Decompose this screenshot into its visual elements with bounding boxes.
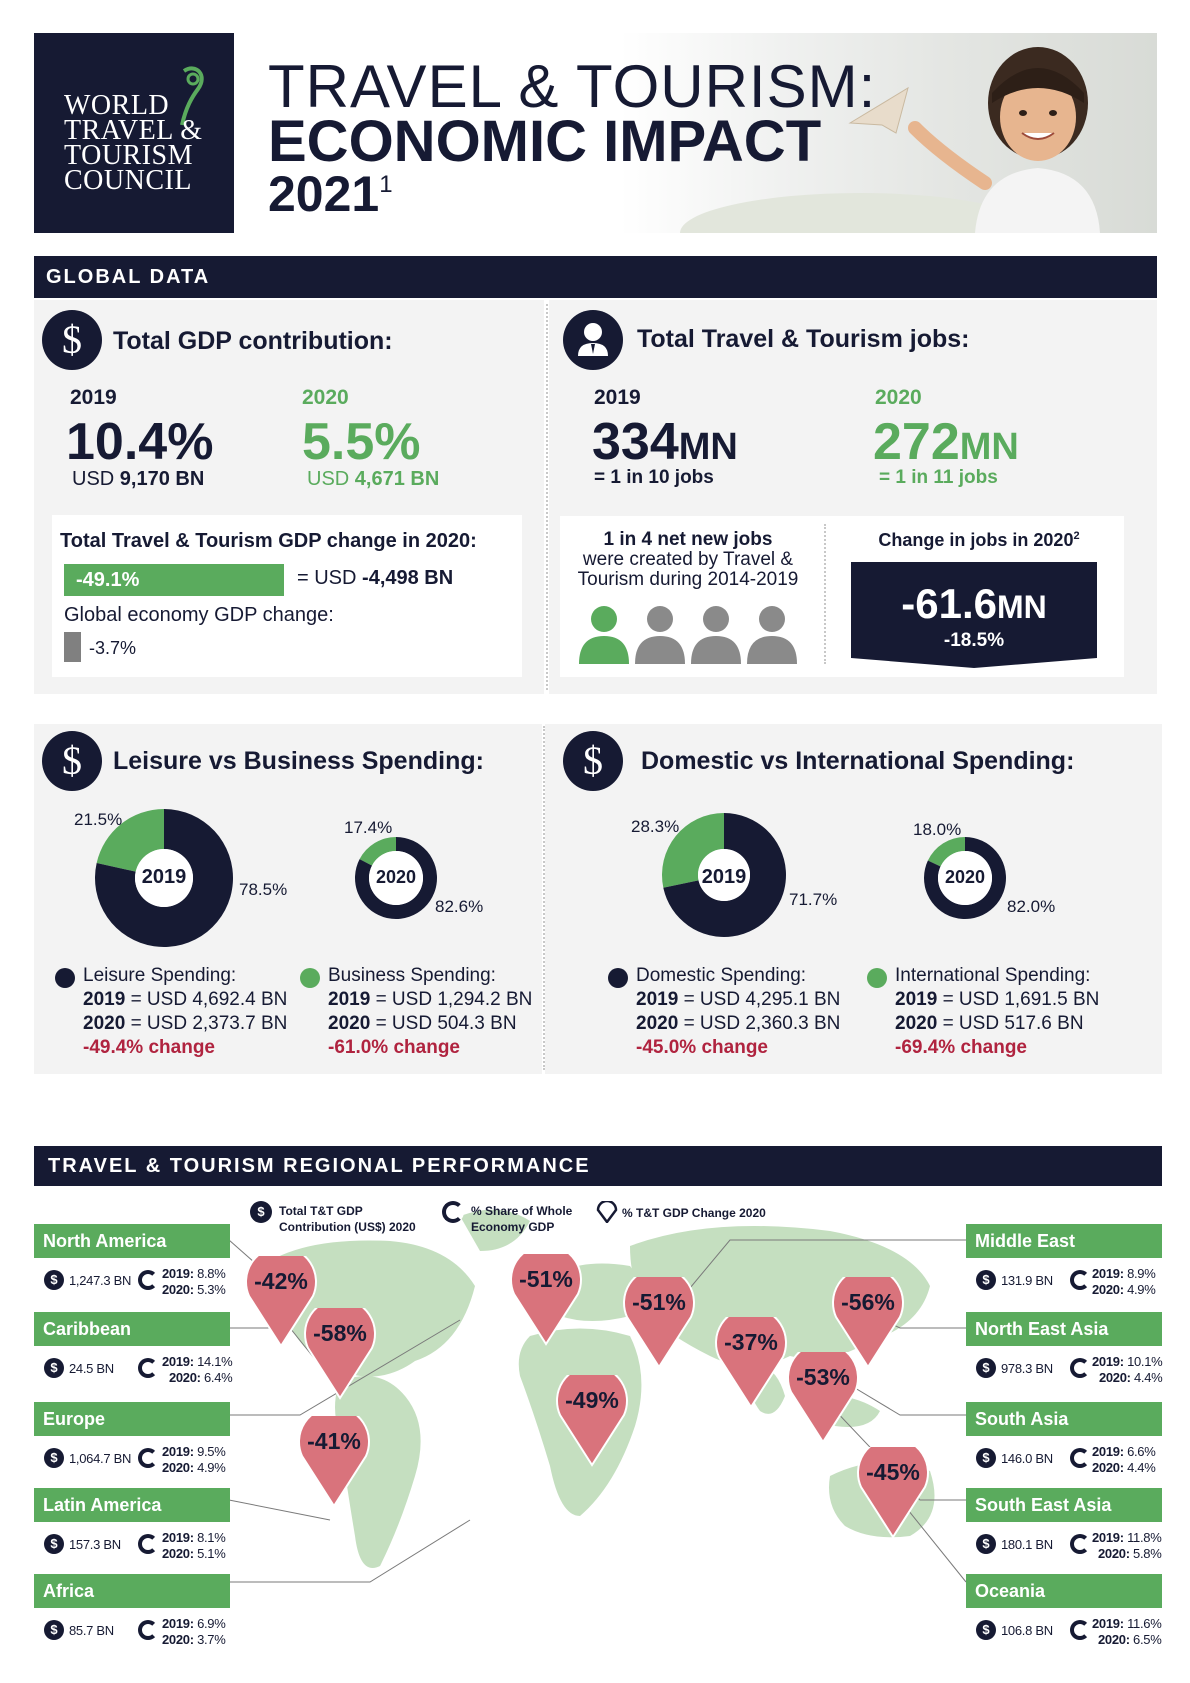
region-card-europe: Europe $ 1,064.7 BN 2019: 9.5% 2020: 4.9% <box>34 1402 230 1482</box>
jobs-2020: 272MN <box>873 413 1019 471</box>
legend-leisure: Leisure Spending: 2019 = USD 4,692.4 BN 2020 = USD 2,373.7 BN -49.4% change <box>83 965 288 1058</box>
gdp-change-usd: = USD -4,498 BN <box>297 567 454 589</box>
region-card-caribbean: Caribbean $ 24.5 BN 2019: 14.1% 2020: 6.4% <box>34 1312 230 1392</box>
dollar-icon: $ <box>976 1534 996 1554</box>
logo-text: WORLD TRAVEL & TOURISM COUNCIL <box>64 90 203 196</box>
legend-gdp-change: % T&T GDP Change 2020 <box>622 1206 766 1220</box>
jobs-ratio-2020: = 1 in 11 jobs <box>879 467 998 488</box>
pin-africa: -49% <box>555 1375 629 1467</box>
donut-large-label: 71.7% <box>789 890 838 909</box>
legend-domestic: Domestic Spending: 2019 = USD 4,295.1 BN 2020 = USD 2,360.3 BN -45.0% change <box>636 965 841 1058</box>
donut-small-label: 28.3% <box>631 817 680 836</box>
legend-dollar-icon: $ <box>250 1201 272 1223</box>
pie-icon <box>1070 1620 1090 1640</box>
gdp-change-title: Total Travel & Tourism GDP change in 2020: <box>60 530 477 552</box>
jobs-2019: 334MN <box>592 413 738 471</box>
jobs-year-2019: 2019 <box>594 386 641 409</box>
title-year: 2021$^1$ <box>268 166 393 222</box>
wttc-logo <box>34 33 234 233</box>
dollar-icon: $ <box>42 731 102 791</box>
pin-europe: -51% <box>509 1254 583 1346</box>
pin-south-east-asia: -53% <box>786 1352 860 1444</box>
donut-year: 2020 <box>375 867 417 887</box>
title-line2: ECONOMIC IMPACT <box>268 109 822 174</box>
worker-icon <box>563 310 623 370</box>
pie-icon <box>138 1620 158 1640</box>
donut-large-label: 82.6% <box>435 897 484 916</box>
global-gdp-pct: -3.7% <box>89 638 137 658</box>
pie-icon <box>138 1358 158 1378</box>
dollar-icon: $ <box>976 1270 996 1290</box>
pie-icon <box>138 1448 158 1468</box>
legend-dot-business <box>300 968 320 988</box>
pin-middle-east: -51% <box>622 1277 696 1369</box>
person-icon-grey <box>691 606 741 664</box>
donut-year: 2020 <box>944 867 986 887</box>
gdp-usd-2020: USD 4,671 BN <box>307 468 440 490</box>
pie-icon <box>1070 1534 1090 1554</box>
dollar-icon: $ <box>976 1358 996 1378</box>
gdp-title: Total GDP contribution: <box>113 327 393 355</box>
region-card-middle-east: Middle East $ 131.9 BN 2019: 8.9% 2020: 4.9% <box>966 1224 1162 1304</box>
section-regional: TRAVEL & TOURISM REGIONAL PERFORMANCE <box>34 1146 1162 1186</box>
panel-divider <box>546 304 548 690</box>
title-line1: TRAVEL & TOURISM: <box>268 53 877 120</box>
jobs-change-banner <box>851 562 1097 668</box>
jobs-box-divider <box>824 524 826 664</box>
spending-divider <box>543 726 545 1070</box>
pie-icon <box>1070 1270 1090 1290</box>
region-card-oceania: Oceania $ 106.8 BN 2019: 11.6% 2020: 6.5% <box>966 1574 1162 1654</box>
dollar-icon: $ <box>44 1358 64 1378</box>
region-card-latin-america: Latin America $ 157.3 BN 2019: 8.1% 2020: 5.1% <box>34 1488 230 1568</box>
title-footnote: 1 <box>379 171 393 198</box>
dollar-icon: $ <box>976 1448 996 1468</box>
region-card-south-east-asia: South East Asia $ 180.1 BN 2019: 11.8% 2020: 5.8% <box>966 1488 1162 1568</box>
pie-icon <box>1070 1448 1090 1468</box>
jobs-change-value: -61.6MN <box>901 580 1047 627</box>
gdp-usd-2019: USD 9,170 BN <box>72 468 205 490</box>
legend-business: Business Spending: 2019 = USD 1,294.2 BN 2020 = USD 504.3 BN -61.0% change <box>328 965 533 1058</box>
pin-north-america: -42% <box>244 1256 318 1348</box>
jobs-change-pct: -18.5% <box>943 630 1005 651</box>
region-card-north-america: North America $ 1,247.3 BN 2019: 8.8% 2020: 5.3% <box>34 1224 230 1304</box>
jobs-ratio-2019: = 1 in 10 jobs <box>594 467 714 488</box>
global-gdp-bar <box>64 632 81 662</box>
person-icon-grey <box>635 606 685 664</box>
dollar-icon: $ <box>44 1448 64 1468</box>
gdp-change-bar: -49.1% <box>64 564 284 596</box>
pin-caribbean: -58% <box>303 1308 377 1400</box>
jobs-year-2020: 2020 <box>875 386 922 409</box>
donut-small-label: 18.0% <box>913 820 962 839</box>
pin-north-east-asia: -56% <box>831 1277 905 1369</box>
pin-oceania: -45% <box>856 1447 930 1539</box>
pin-latin-america: -41% <box>297 1416 371 1508</box>
legend-pin-icon <box>596 1201 618 1223</box>
dollar-icon: $ <box>44 1620 64 1640</box>
region-card-africa: Africa $ 85.7 BN 2019: 6.9% 2020: 3.7% <box>34 1574 230 1654</box>
gdp-share-2020: 5.5% <box>302 413 421 471</box>
donut-year: 2019 <box>701 866 747 888</box>
donut-large-label: 78.5% <box>239 880 288 899</box>
legend-pie-icon <box>442 1201 464 1223</box>
legend-international: International Spending: 2019 = USD 1,691.5 BN 2020 = USD 517.6 BN -69.4% change <box>895 965 1100 1058</box>
region-card-south-asia: South Asia $ 146.0 BN 2019: 6.6% 2020: 4.4% <box>966 1402 1162 1482</box>
person-icon-green <box>579 606 629 664</box>
jobs-change-title: Change in jobs in 2020$^2$ <box>878 530 1080 550</box>
donut-small-label: 17.4% <box>344 818 393 837</box>
dollar-icon: $ <box>42 310 102 370</box>
gdp-year-2019: 2019 <box>70 386 117 409</box>
region-card-north-east-asia: North East Asia $ 978.3 BN 2019: 10.1% 2020: 4.4% <box>966 1312 1162 1392</box>
people-icons <box>578 604 798 664</box>
gdp-share-2019: 10.4% <box>66 413 214 471</box>
legend-dot-leisure <box>55 968 75 988</box>
pie-icon <box>1070 1358 1090 1378</box>
global-gdp-title: Global economy GDP change: <box>64 604 334 626</box>
donut-large-label: 82.0% <box>1007 897 1056 916</box>
legend-dot-domestic <box>608 968 628 988</box>
legend-share-economy: % Share of Whole Economy GDP <box>471 1204 573 1234</box>
dollar-icon: $ <box>44 1534 64 1554</box>
dollar-icon: $ <box>44 1270 64 1290</box>
domestic-international-title: Domestic vs International Spending: <box>641 747 1075 775</box>
net-new-jobs-text: 1 in 4 net new jobs were created by Travel & Tourism during 2014-2019 <box>577 529 799 590</box>
dollar-icon: $ <box>976 1620 996 1640</box>
legend-gdp-contribution: Total T&T GDP Contribution (US$) 2020 <box>279 1204 416 1234</box>
person-icon-grey <box>747 606 797 664</box>
leisure-business-title: Leisure vs Business Spending: <box>113 747 484 775</box>
pie-icon <box>138 1270 158 1290</box>
section-global-data: GLOBAL DATA <box>34 256 1157 298</box>
dollar-icon: $ <box>563 731 623 791</box>
legend-dot-international <box>867 968 887 988</box>
donut-year: 2019 <box>141 866 187 888</box>
gdp-year-2020: 2020 <box>302 386 349 409</box>
pin-south-asia: -37% <box>714 1317 788 1409</box>
pie-icon <box>138 1534 158 1554</box>
jobs-title: Total Travel & Tourism jobs: <box>637 325 970 353</box>
donut-small-label: 21.5% <box>74 810 123 829</box>
